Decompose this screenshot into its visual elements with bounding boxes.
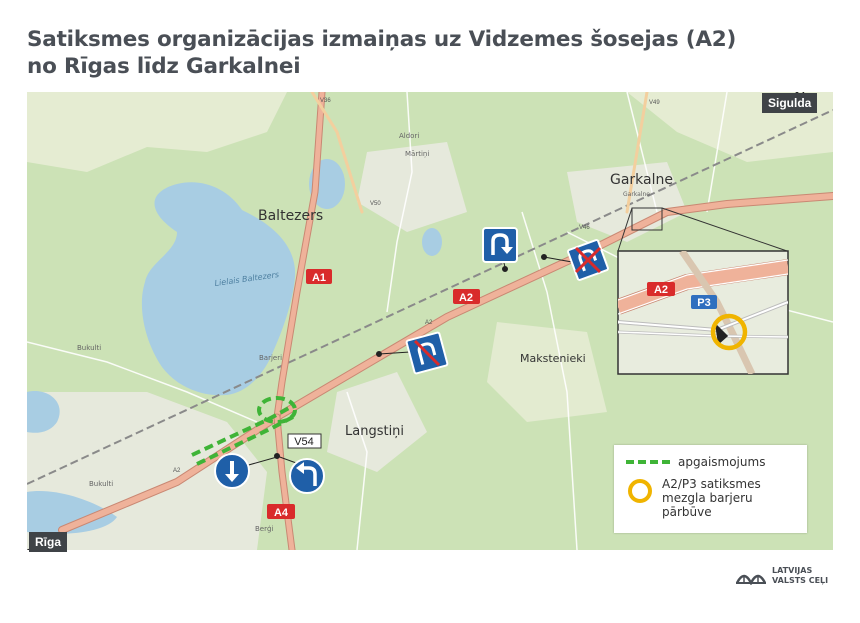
- svg-text:A1: A1: [311, 272, 327, 284]
- sign-straight: [215, 454, 249, 488]
- inset-badge-p3: [691, 295, 717, 309]
- road-label: A2: [425, 320, 433, 326]
- sign-u-turn: [483, 228, 517, 262]
- bridge-logo-icon: [736, 567, 766, 585]
- place-label: Mārtiņi: [405, 150, 430, 158]
- logo-text-line-2: VALSTS CEĻI: [772, 576, 829, 585]
- title-line-1: Satiksmes organizācijas izmaiņas uz Vidzemes šosejas (A2): [27, 27, 737, 52]
- legend-item-lighting: [626, 455, 765, 469]
- svg-text:A2: A2: [458, 292, 474, 304]
- place-label: Langstiņi: [345, 424, 405, 439]
- road-label: V49: [649, 100, 660, 106]
- road-badge-a4: [267, 504, 295, 519]
- legend-label: A2/P3 satiksmes mezgla barjeru pārbūve: [662, 477, 761, 519]
- direction-tag-sigulda: Sigulda: [762, 93, 817, 113]
- svg-text:P3: P3: [697, 297, 711, 309]
- road-badge-v54: [288, 434, 321, 448]
- page-title: [27, 26, 736, 80]
- title-line-2: no Rīgas līdz Garkalnei: [27, 54, 301, 79]
- water-area: [422, 228, 442, 256]
- map-legend: [614, 445, 807, 533]
- place-label: Baltezers: [258, 208, 324, 224]
- svg-text:V54: V54: [294, 436, 314, 448]
- place-label: Lielais Baltezers: [214, 270, 280, 288]
- place-label: Bukulti: [89, 480, 114, 488]
- place-label: Bukulti: [77, 344, 102, 352]
- road-label: A2: [173, 468, 181, 474]
- place-label: Garkalne: [623, 191, 650, 198]
- road-badge-a2: [453, 289, 480, 304]
- road-label: V46: [579, 225, 590, 231]
- place-label: Makstenieki: [520, 352, 586, 365]
- legend-item-barrier: [626, 477, 792, 519]
- svg-text:A4: A4: [273, 507, 289, 519]
- logo-text-line-1: LATVIJAS: [772, 566, 813, 575]
- road-label: V36: [320, 98, 331, 104]
- direction-tag-riga: Rīga: [29, 532, 67, 552]
- yellow-ring-icon: [628, 479, 652, 503]
- place-label: Aldori: [399, 132, 420, 140]
- place-label: Barjeri: [259, 354, 283, 362]
- logo: [736, 566, 828, 586]
- place-label: Garkalne: [610, 172, 673, 188]
- sign-turn-left: [290, 459, 324, 493]
- legend-label: apgaismojums: [678, 455, 766, 469]
- road-label: V50: [370, 201, 381, 207]
- place-label: Berģi: [255, 525, 274, 533]
- sign-no-u-turn-2: [406, 332, 448, 374]
- inset-badge-a2: [647, 282, 675, 296]
- inset-map: [618, 251, 788, 374]
- svg-text:A2: A2: [653, 284, 669, 296]
- road-badge-a1: [306, 269, 332, 284]
- green-dash-icon: [626, 460, 670, 464]
